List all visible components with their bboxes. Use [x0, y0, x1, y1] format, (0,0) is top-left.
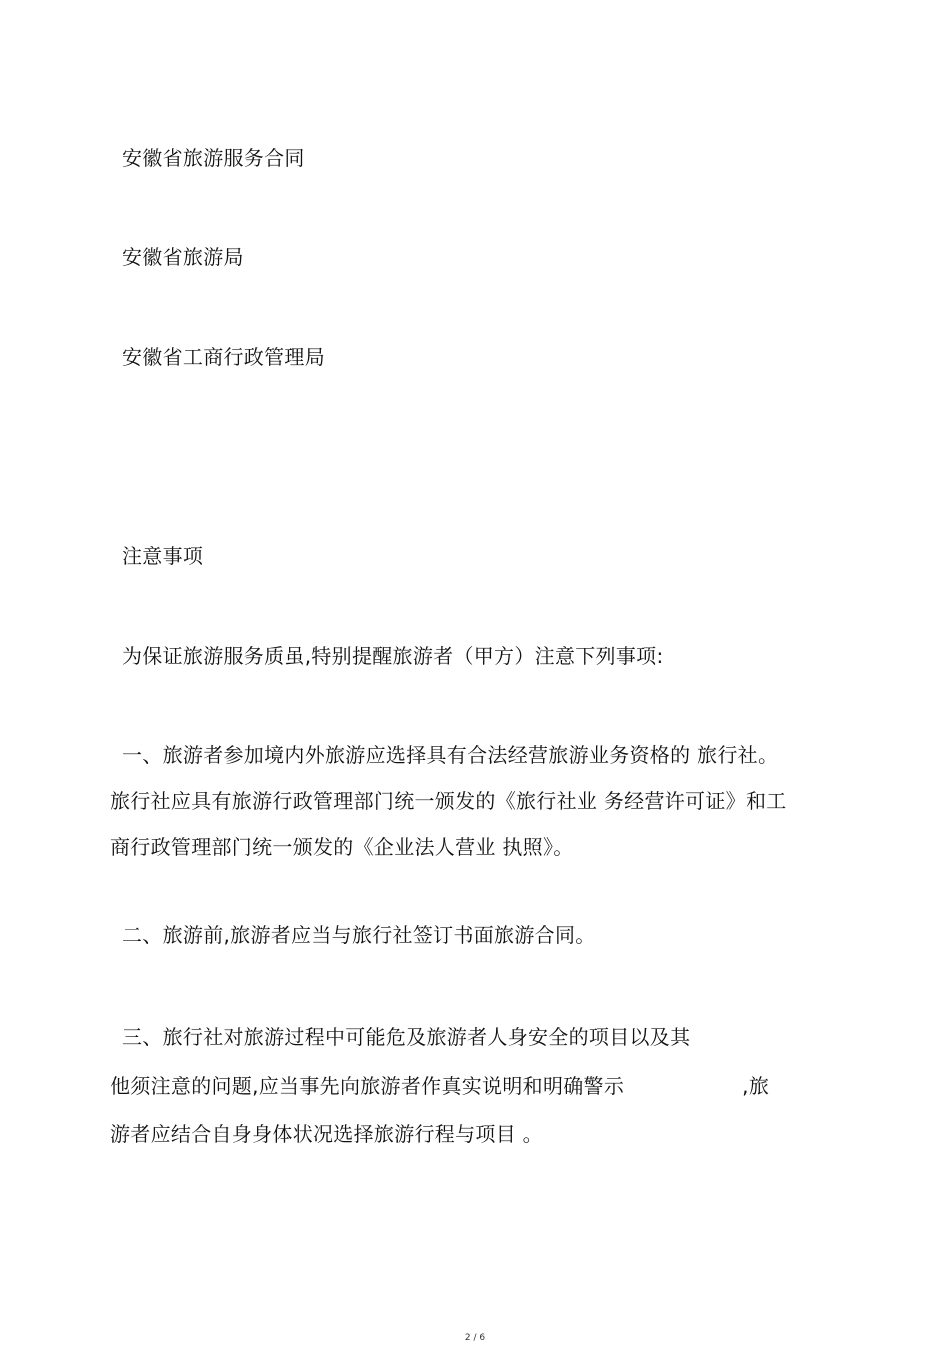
notice-item-3-line-2-text: 他须注意的问题,应当事先向旅游者作真实说明和明确警示 — [110, 1074, 625, 1098]
notice-item-3-line-1: 三、旅行社对旅游过程中可能危及旅游者人身安全的项目以及其 — [122, 1025, 691, 1049]
notice-item-1-line-2: 旅行社应具有旅游行政管理部门统一颁发的《旅行社业 务经营许可证》和工 — [110, 789, 787, 813]
notice-item-1-line-3: 商行政管理部门统一颁发的《企业法人营业 执照》。 — [110, 835, 574, 859]
notice-item-1-line-1: 一、旅游者参加境内外旅游应选择具有合法经营旅游业务资格的 旅行社。 — [122, 743, 779, 767]
contract-title: 安徽省旅游服务合同 — [122, 146, 305, 170]
issuer-industry-commerce-bureau: 安徽省工商行政管理局 — [122, 345, 325, 369]
notice-item-3-line-2-tail: ,旅 — [742, 1074, 770, 1098]
issuer-tourism-bureau: 安徽省旅游局 — [122, 245, 244, 269]
notice-heading: 注意事项 — [122, 544, 204, 568]
notice-item-1 — [110, 743, 850, 859]
page-number: 2 / 6 — [464, 1333, 486, 1343]
notice-intro: 为保证旅游服务质虽,特别提醒旅游者（甲方）注意下列事项: — [122, 644, 664, 668]
notice-item-3 — [110, 1025, 850, 1146]
notice-item-2-line-1: 二、旅游前,旅游者应当与旅行社签订书面旅游合同。 — [122, 923, 596, 947]
notice-item-3-line-3: 游者应结合自身身体状况选择旅游行程与项目 。 — [110, 1122, 543, 1146]
notice-item-2 — [110, 923, 850, 947]
notice-item-3-line-2 — [110, 1074, 850, 1098]
